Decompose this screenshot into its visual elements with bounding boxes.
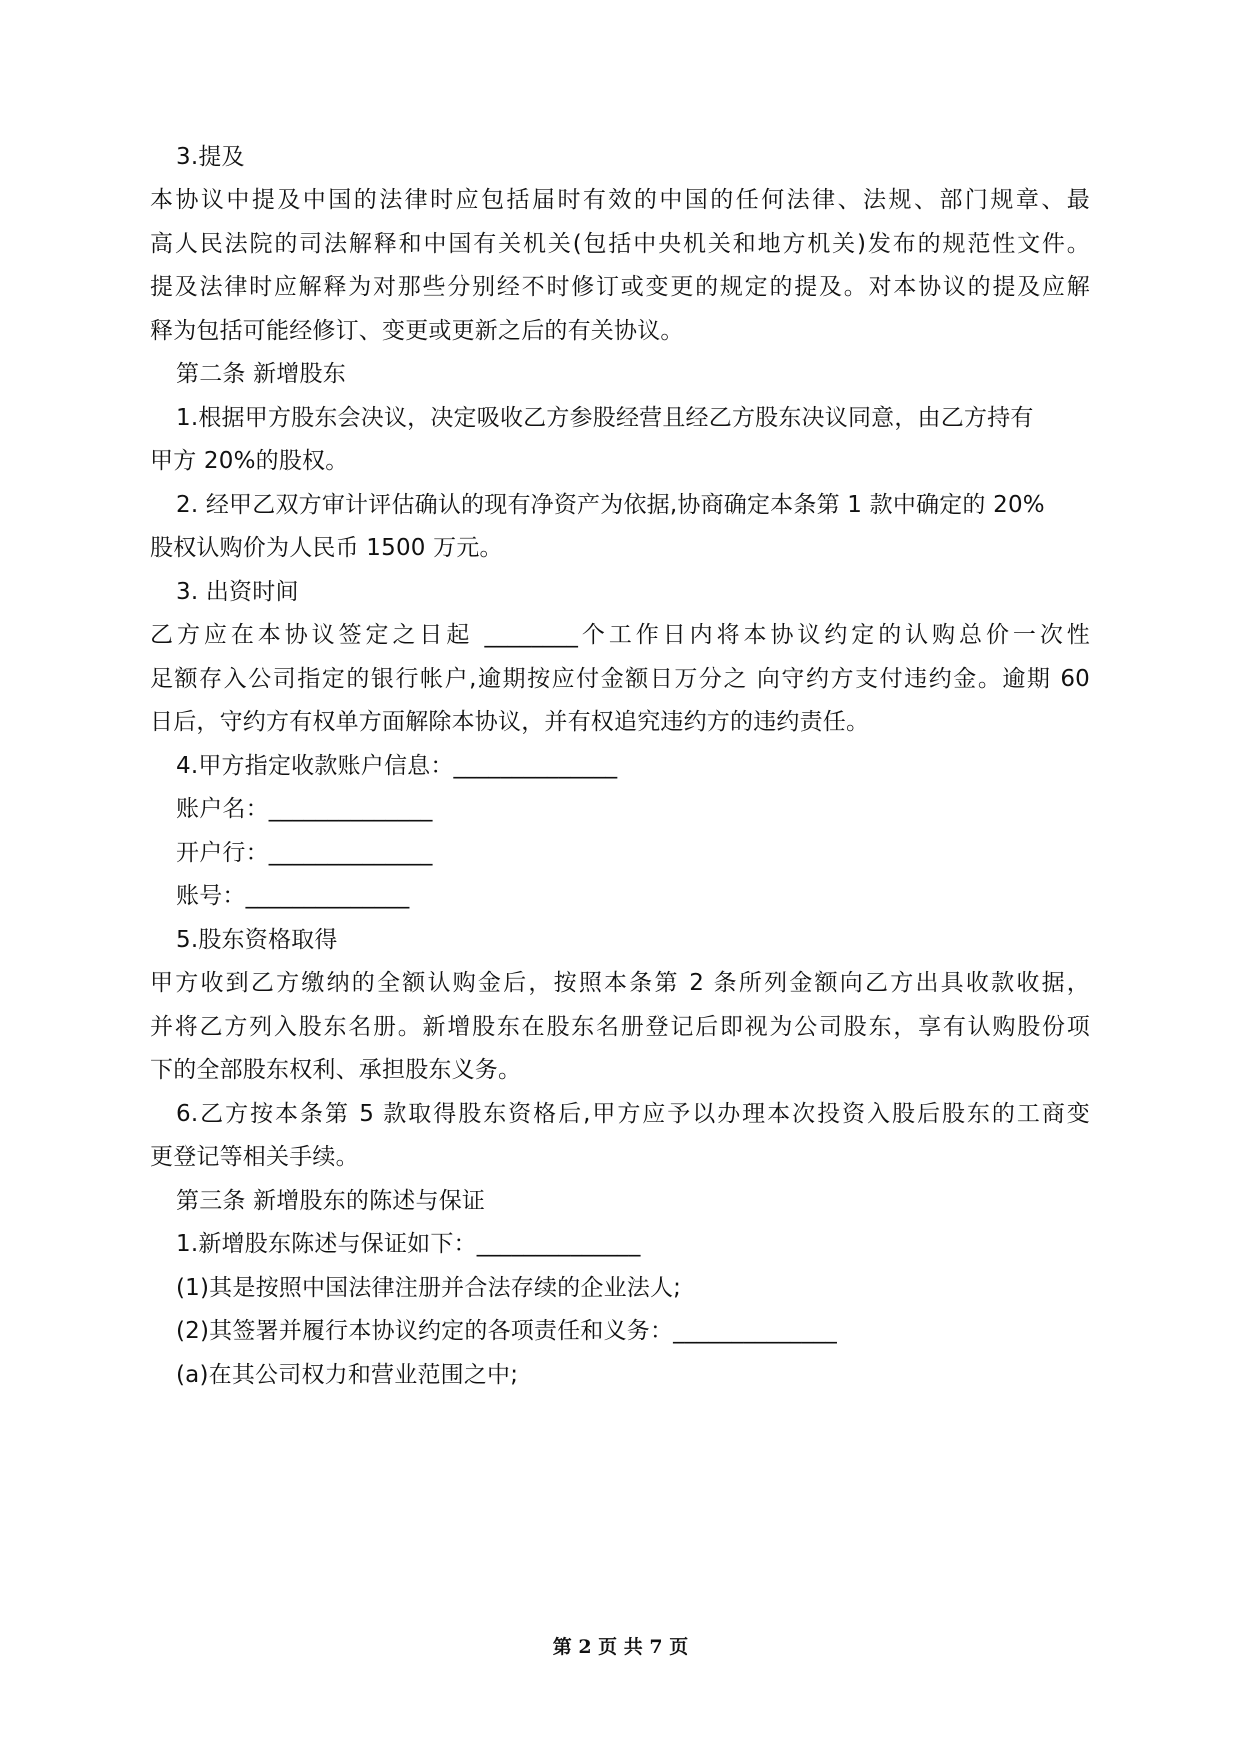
text-line: 5.股东资格取得 <box>176 927 338 953</box>
section-heading: 第三条 新增股东的陈述与保证 <box>176 1188 486 1214</box>
text-line: 甲方收到乙方缴纳的全额认购金后，按照本条第 2 条所列金额向乙方出具收款收据， <box>150 970 1090 996</box>
text-line: 3.提及 <box>176 144 245 170</box>
text-line: 6.乙方按本条第 5 款取得股东资格后,甲方应予以办理本次投资入股后股东的工商变 <box>176 1101 1090 1127</box>
text-line: 开户行：______________ <box>176 840 433 866</box>
text-line: 释为包括可能经修订、变更或更新之后的有关协议。 <box>150 318 684 344</box>
text-line: 本协议中提及中国的法律时应包括届时有效的中国的任何法律、法规、部门规章、最 <box>150 187 1090 213</box>
text-line: 乙方应在本协议签定之日起 ________个工作日内将本协议约定的认购总价一次性 <box>150 622 1090 648</box>
text-line: 1.新增股东陈述与保证如下：______________ <box>176 1231 641 1257</box>
text-line: 更登记等相关手续。 <box>150 1144 359 1170</box>
text-line: 并将乙方列入股东名册。新增股东在股东名册登记后即视为公司股东，享有认购股份项 <box>150 1014 1090 1040</box>
text-line: (a)在其公司权力和营业范围之中; <box>176 1362 519 1388</box>
text-line: 股权认购价为人民币 1500 万元。 <box>150 535 503 561</box>
text-line: 4.甲方指定收款账户信息：______________ <box>176 753 618 779</box>
text-line: 日后，守约方有权单方面解除本协议，并有权追究违约方的违约责任。 <box>150 709 870 735</box>
section-heading: 第二条 新增股东 <box>176 361 346 387</box>
text-line: 2. 经甲乙双方审计评估确认的现有净资产为依据,协商确定本条第 1 款中确定的 20% <box>176 492 1045 518</box>
text-line: 下的全部股东权利、承担股东义务。 <box>150 1057 522 1083</box>
text-line: 提及法律时应解释为对那些分别经不时修订或变更的规定的提及。对本协议的提及应解 <box>150 274 1090 300</box>
text-line: (1)其是按照中国法律注册并合法存续的企业法人; <box>176 1275 682 1301</box>
page-footer: 第 2 页 共 7 页 <box>552 1636 689 1658</box>
text-line: 甲方 20%的股权。 <box>150 448 349 474</box>
text-line: 1.根据甲方股东会决议，决定吸收乙方参股经营且经乙方股东决议同意，由乙方持有 <box>176 405 1034 431</box>
text-line: 高人民法院的司法解释和中国有关机关(包括中央机关和地方机关)发布的规范性文件。 <box>150 231 1090 257</box>
text-line: (2)其签署并履行本协议约定的各项责任和义务：______________ <box>176 1318 837 1344</box>
text-line: 账户名：______________ <box>176 796 433 822</box>
text-line: 足额存入公司指定的银行帐户,逾期按应付金额日万分之 向守约方支付违约金。逾期 60 <box>150 666 1090 692</box>
text-line: 账号：______________ <box>176 883 410 909</box>
text-line: 3. 出资时间 <box>176 579 299 605</box>
